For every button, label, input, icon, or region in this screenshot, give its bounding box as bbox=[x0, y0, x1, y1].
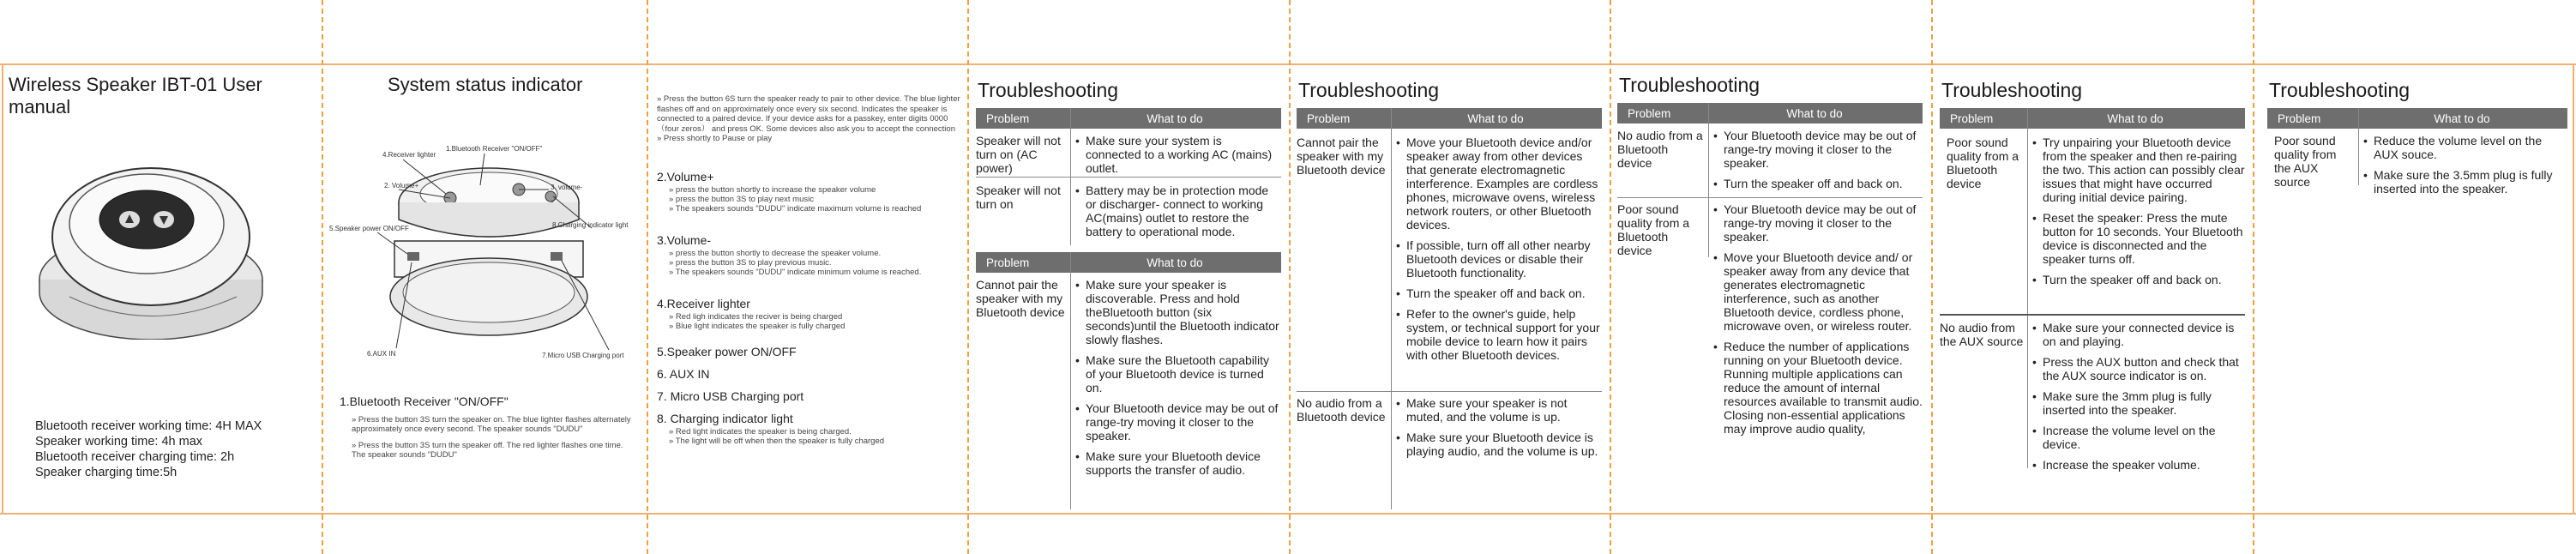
solution-item: • Press the AUX button and check that the AUX source indicator is on. bbox=[2032, 355, 2247, 382]
instruction-line: » press the button shortly to increase the speaker volume bbox=[669, 185, 876, 195]
solution-cell bbox=[1396, 135, 1605, 369]
fold-line bbox=[322, 0, 323, 554]
instruction-line: » Press the button 6S turn the speaker ready to pair to other device. The blue lighter flashes off and on approximately once every six second. Indicates the speaker is connected to a paired device. If your device asks for a passkey, enter digits 0000（four zeros） and press OK. Some devices also ask you to accept the connection bbox=[657, 94, 960, 134]
problem-cell: Poor sound quality from a Bluetooth device bbox=[1947, 135, 2019, 190]
instruction-line: » press the button shortly to decrease the speaker volume. bbox=[669, 249, 882, 258]
solution-item: • Make sure the 3.5mm plug is fully inserted into the speaker. bbox=[2363, 168, 2569, 196]
volume-plus-section bbox=[657, 170, 962, 214]
column-what-to-do: What to do bbox=[1147, 111, 1203, 125]
solution-item: • Move your Bluetooth device and/ or speaker away from any device that generates electromagnetic interference, such as another Bluetooth device, cordless phone, microwave oven, or wireless router. bbox=[1713, 250, 1924, 333]
solution-item: • Make sure your speaker is not muted, and the volume is up. bbox=[1396, 396, 1605, 424]
column-problem: Problem bbox=[1628, 106, 1671, 120]
instruction-line: » Red light indicates the speaker is being charged. bbox=[669, 427, 852, 437]
table-divider bbox=[1708, 103, 1709, 257]
label-receiver-lighter: 4.Receiver lighter bbox=[382, 151, 436, 159]
usb-section bbox=[657, 389, 962, 405]
troubleshooting-panel-4 bbox=[1936, 65, 2250, 511]
table-header bbox=[1297, 108, 1602, 129]
section-title: 5.Speaker power ON/OFF bbox=[657, 345, 797, 358]
spec-line: Bluetooth receiver charging time: 2h bbox=[35, 450, 235, 464]
column-what-to-do: What to do bbox=[2434, 111, 2490, 125]
instruction-line: » Press the button 3S turn the speaker off. The red lighter flashes one time. The speaker sounds "DUDU" bbox=[352, 441, 623, 460]
solution-item: • Make sure your system is connected to a working AC (mains) outlet. bbox=[1075, 134, 1279, 175]
column-problem: Problem bbox=[986, 111, 1030, 125]
section-bt-receiver-title: 1.Bluetooth Receiver "ON/OFF" bbox=[340, 394, 509, 408]
cover-panel bbox=[5, 65, 319, 511]
row-divider bbox=[976, 177, 1281, 178]
solution-cell bbox=[1713, 202, 1924, 443]
fold-line bbox=[1289, 0, 1291, 554]
section-title: 4.Receiver lighter bbox=[657, 297, 750, 310]
solution-item: • Your Bluetooth device may be out of range-try moving it closer to the speaker. bbox=[1713, 129, 1924, 170]
manual-title: Wireless Speaker IBT-01 User manual bbox=[9, 74, 262, 117]
row-divider bbox=[1617, 197, 1923, 198]
pairing-instructions bbox=[657, 94, 962, 144]
trim-line-left bbox=[2, 63, 3, 515]
table-divider bbox=[2027, 108, 2028, 468]
instruction-line: » Press the button 3S turn the speaker on. The blue lighter flashes alternately approximately once every second. The speaker sounds "DUDU" bbox=[352, 415, 631, 434]
solution-item: • Turn the speaker off and back on. bbox=[2032, 273, 2247, 286]
solution-item: • Your Bluetooth device may be out of range-try moving it closer to the speaker. bbox=[1075, 401, 1281, 443]
solution-item: • Turn the speaker off and back on. bbox=[1396, 286, 1605, 300]
section-title: 6. AUX IN bbox=[657, 367, 710, 381]
table-divider bbox=[2358, 108, 2359, 185]
solution-item: • Increase the speaker volume. bbox=[2032, 458, 2247, 472]
table-divider bbox=[1070, 252, 1071, 509]
solution-item: • Reset the speaker: Press the mute button for 10 seconds. Your Bluetooth device is disconnected and the speaker turns off. bbox=[2032, 211, 2247, 266]
label-bt-receiver: 1.Bluetooth Receiver "ON/OFF" bbox=[446, 145, 543, 153]
solution-item: • Make sure your Bluetooth device is playing audio, and the volume is up. bbox=[1396, 431, 1605, 458]
column-problem: Problem bbox=[1307, 111, 1351, 125]
volume-minus-section bbox=[657, 233, 962, 277]
label-volume-minus: 3. volume- bbox=[551, 184, 583, 191]
controls-panel bbox=[652, 65, 965, 511]
trim-line-right bbox=[2573, 63, 2574, 515]
solution-item: • Try unpairing your Bluetooth device from the speaker and then re-pairing the two. This action can possibly clear issues that might have occurred during initial device pairing. bbox=[2032, 135, 2247, 204]
solution-item: • Battery may be in protection mode or discharger- connect to working AC(mains) outlet to restore the battery to operational mode. bbox=[1075, 184, 1279, 238]
section-title: 3.Volume- bbox=[657, 233, 712, 247]
fold-line bbox=[1610, 0, 1611, 554]
table-header bbox=[1617, 103, 1923, 123]
table-header bbox=[2267, 108, 2567, 129]
charging-light-section bbox=[657, 412, 962, 446]
problem-cell: No audio from a Bluetooth device bbox=[1617, 129, 1703, 170]
solution-item: • Refer to the owner's guide, help system, or technical support for your mobile device to learn how it pairs with other Bluetooth devices. bbox=[1396, 307, 1605, 362]
instruction-line: » Red ligh indicates the reciver is being charged bbox=[669, 312, 843, 322]
table-header bbox=[1940, 108, 2245, 129]
solution-cell bbox=[1075, 278, 1281, 484]
problem-cell: Cannot pair the speaker with my Bluetooth device bbox=[1297, 135, 1386, 177]
section-title: 2.Volume+ bbox=[657, 170, 714, 184]
solution-cell bbox=[1075, 134, 1279, 182]
label-power: 5.Speaker power ON/OFF bbox=[329, 225, 409, 232]
problem-cell: Cannot pair the speaker with my Bluetooth device bbox=[976, 278, 1065, 319]
speaker-diagram bbox=[326, 125, 643, 382]
troubleshooting-title: Troubleshooting bbox=[1619, 74, 1760, 96]
instruction-line: » Press shortly to Pause or play bbox=[657, 134, 773, 143]
problem-cell: Poor sound quality from the AUX source bbox=[2274, 134, 2337, 189]
trim-line-bottom bbox=[0, 513, 2576, 515]
solution-item: • Reduce the volume level on the AUX souce. bbox=[2363, 134, 2569, 161]
row-divider bbox=[1940, 314, 2245, 316]
solution-item: • Make sure your Bluetooth device supports the transfer of audio. bbox=[1075, 449, 1281, 477]
solution-item: • Reduce the number of applications running on your Bluetooth device. Running multiple applications can reduce the amount of internal resources available to transmit audio. Closing non-essential applications may improve audio quality, bbox=[1713, 340, 1924, 436]
fold-line bbox=[2253, 0, 2254, 554]
problem-cell: No audio from a Bluetooth device bbox=[1297, 396, 1386, 424]
spec-line: Speaker working time: 4h max bbox=[35, 435, 203, 449]
receiver-lighter-section bbox=[657, 297, 962, 331]
column-problem: Problem bbox=[1950, 111, 1994, 125]
section-title: 8. Charging indicator light bbox=[657, 412, 793, 425]
solution-item: • Increase the volume level on the device. bbox=[2032, 424, 2247, 451]
aux-section bbox=[657, 367, 962, 382]
instruction-line: » The speakers sounds "DUDU" indicate minimum volume is reached. bbox=[669, 268, 922, 277]
column-what-to-do: What to do bbox=[2107, 111, 2164, 125]
label-charging-light: 8.Charging indicator light bbox=[552, 221, 629, 229]
column-problem: Problem bbox=[2278, 111, 2321, 125]
solution-cell bbox=[1075, 184, 1279, 245]
power-section bbox=[657, 345, 962, 360]
solution-item: • Make sure the Bluetooth capability of your Bluetooth device is turned on. bbox=[1075, 353, 1281, 394]
troubleshooting-title: Troubleshooting bbox=[978, 79, 1119, 101]
row-divider bbox=[1297, 391, 1602, 392]
label-aux: 6.AUX IN bbox=[367, 350, 396, 358]
solution-item: • Turn the speaker off and back on. bbox=[1713, 177, 1924, 190]
column-problem: Problem bbox=[986, 256, 1030, 269]
solution-item: • Make sure the 3mm plug is fully inserted into the speaker. bbox=[2032, 389, 2247, 417]
solution-cell bbox=[2032, 135, 2247, 293]
problem-cell: No audio from the AUX source bbox=[1940, 321, 2024, 348]
solution-cell bbox=[2363, 134, 2569, 202]
troubleshooting-panel-2 bbox=[1293, 65, 1607, 511]
troubleshooting-panel-1 bbox=[972, 65, 1286, 511]
instruction-line: » The light will be off when then the speaker is fully charged bbox=[669, 437, 885, 446]
problem-cell: Poor sound quality from a Bluetooth device bbox=[1617, 202, 1690, 257]
troubleshooting-title: Troubleshooting bbox=[1941, 79, 2083, 101]
section-bt-receiver-lines bbox=[352, 415, 635, 467]
fold-line bbox=[967, 0, 969, 554]
solution-item: • Move your Bluetooth device and/or speaker away from other devices that generate electromagnetic interference. Examples are cordless phones, microwave ovens, wireless network routers, or other Bluetooth devices. bbox=[1396, 135, 1605, 232]
table-header bbox=[976, 108, 1281, 129]
label-volume-plus: 2. Volume+ bbox=[384, 182, 419, 190]
label-usb: 7.Micro USB Charging port bbox=[542, 352, 624, 359]
instruction-line: » press the button 3S to play next music bbox=[669, 195, 814, 204]
column-what-to-do: What to do bbox=[1467, 111, 1524, 125]
status-indicator-title: System status indicator bbox=[388, 74, 583, 95]
instruction-line: » The speakers sounds "DUDU" indicate maximum volume is reached bbox=[669, 204, 922, 214]
solution-item: • Your Bluetooth device may be out of range-try moving it closer to the speaker. bbox=[1713, 202, 1924, 244]
problem-cell: Speaker will not turn on (AC power) bbox=[976, 134, 1061, 175]
status-indicator-panel bbox=[326, 65, 643, 511]
problem-cell: Speaker will not turn on bbox=[976, 184, 1061, 211]
solution-cell bbox=[1396, 396, 1605, 465]
spec-line: Speaker charging time:5h bbox=[35, 466, 178, 479]
spec-line: Bluetooth receiver working time: 4H MAX bbox=[35, 419, 262, 433]
speaker-illustration bbox=[22, 151, 280, 340]
fold-line bbox=[647, 0, 648, 554]
table-header bbox=[976, 252, 1281, 273]
solution-cell bbox=[1713, 129, 1924, 197]
instruction-line: » press the button 3S to play previous music. bbox=[669, 258, 832, 268]
table-divider bbox=[1391, 108, 1392, 509]
troubleshooting-panel-3 bbox=[1614, 65, 1928, 511]
section-title: 7. Micro USB Charging port bbox=[657, 389, 804, 403]
solution-item: • If possible, turn off all other nearby Bluetooth devices or disable their Bluetooth functionality. bbox=[1396, 238, 1605, 280]
solution-cell bbox=[2032, 321, 2247, 479]
troubleshooting-panel-5 bbox=[2264, 65, 2573, 511]
specs-list bbox=[35, 419, 262, 480]
instruction-line: » Blue light indicates the speaker is fully charged bbox=[669, 322, 846, 331]
fold-line bbox=[1931, 0, 1933, 554]
solution-item: • Make sure your connected device is on and playing. bbox=[2032, 321, 2247, 348]
troubleshooting-title: Troubleshooting bbox=[2269, 79, 2410, 101]
solution-item: • Make sure your speaker is discoverable. Press and hold theBluetooth button (six seconds)until the Bluetooth indicator slowly flashes. bbox=[1075, 278, 1281, 346]
column-what-to-do: What to do bbox=[1786, 106, 1843, 120]
column-what-to-do: What to do bbox=[1147, 256, 1203, 269]
troubleshooting-title: Troubleshooting bbox=[1298, 79, 1440, 101]
